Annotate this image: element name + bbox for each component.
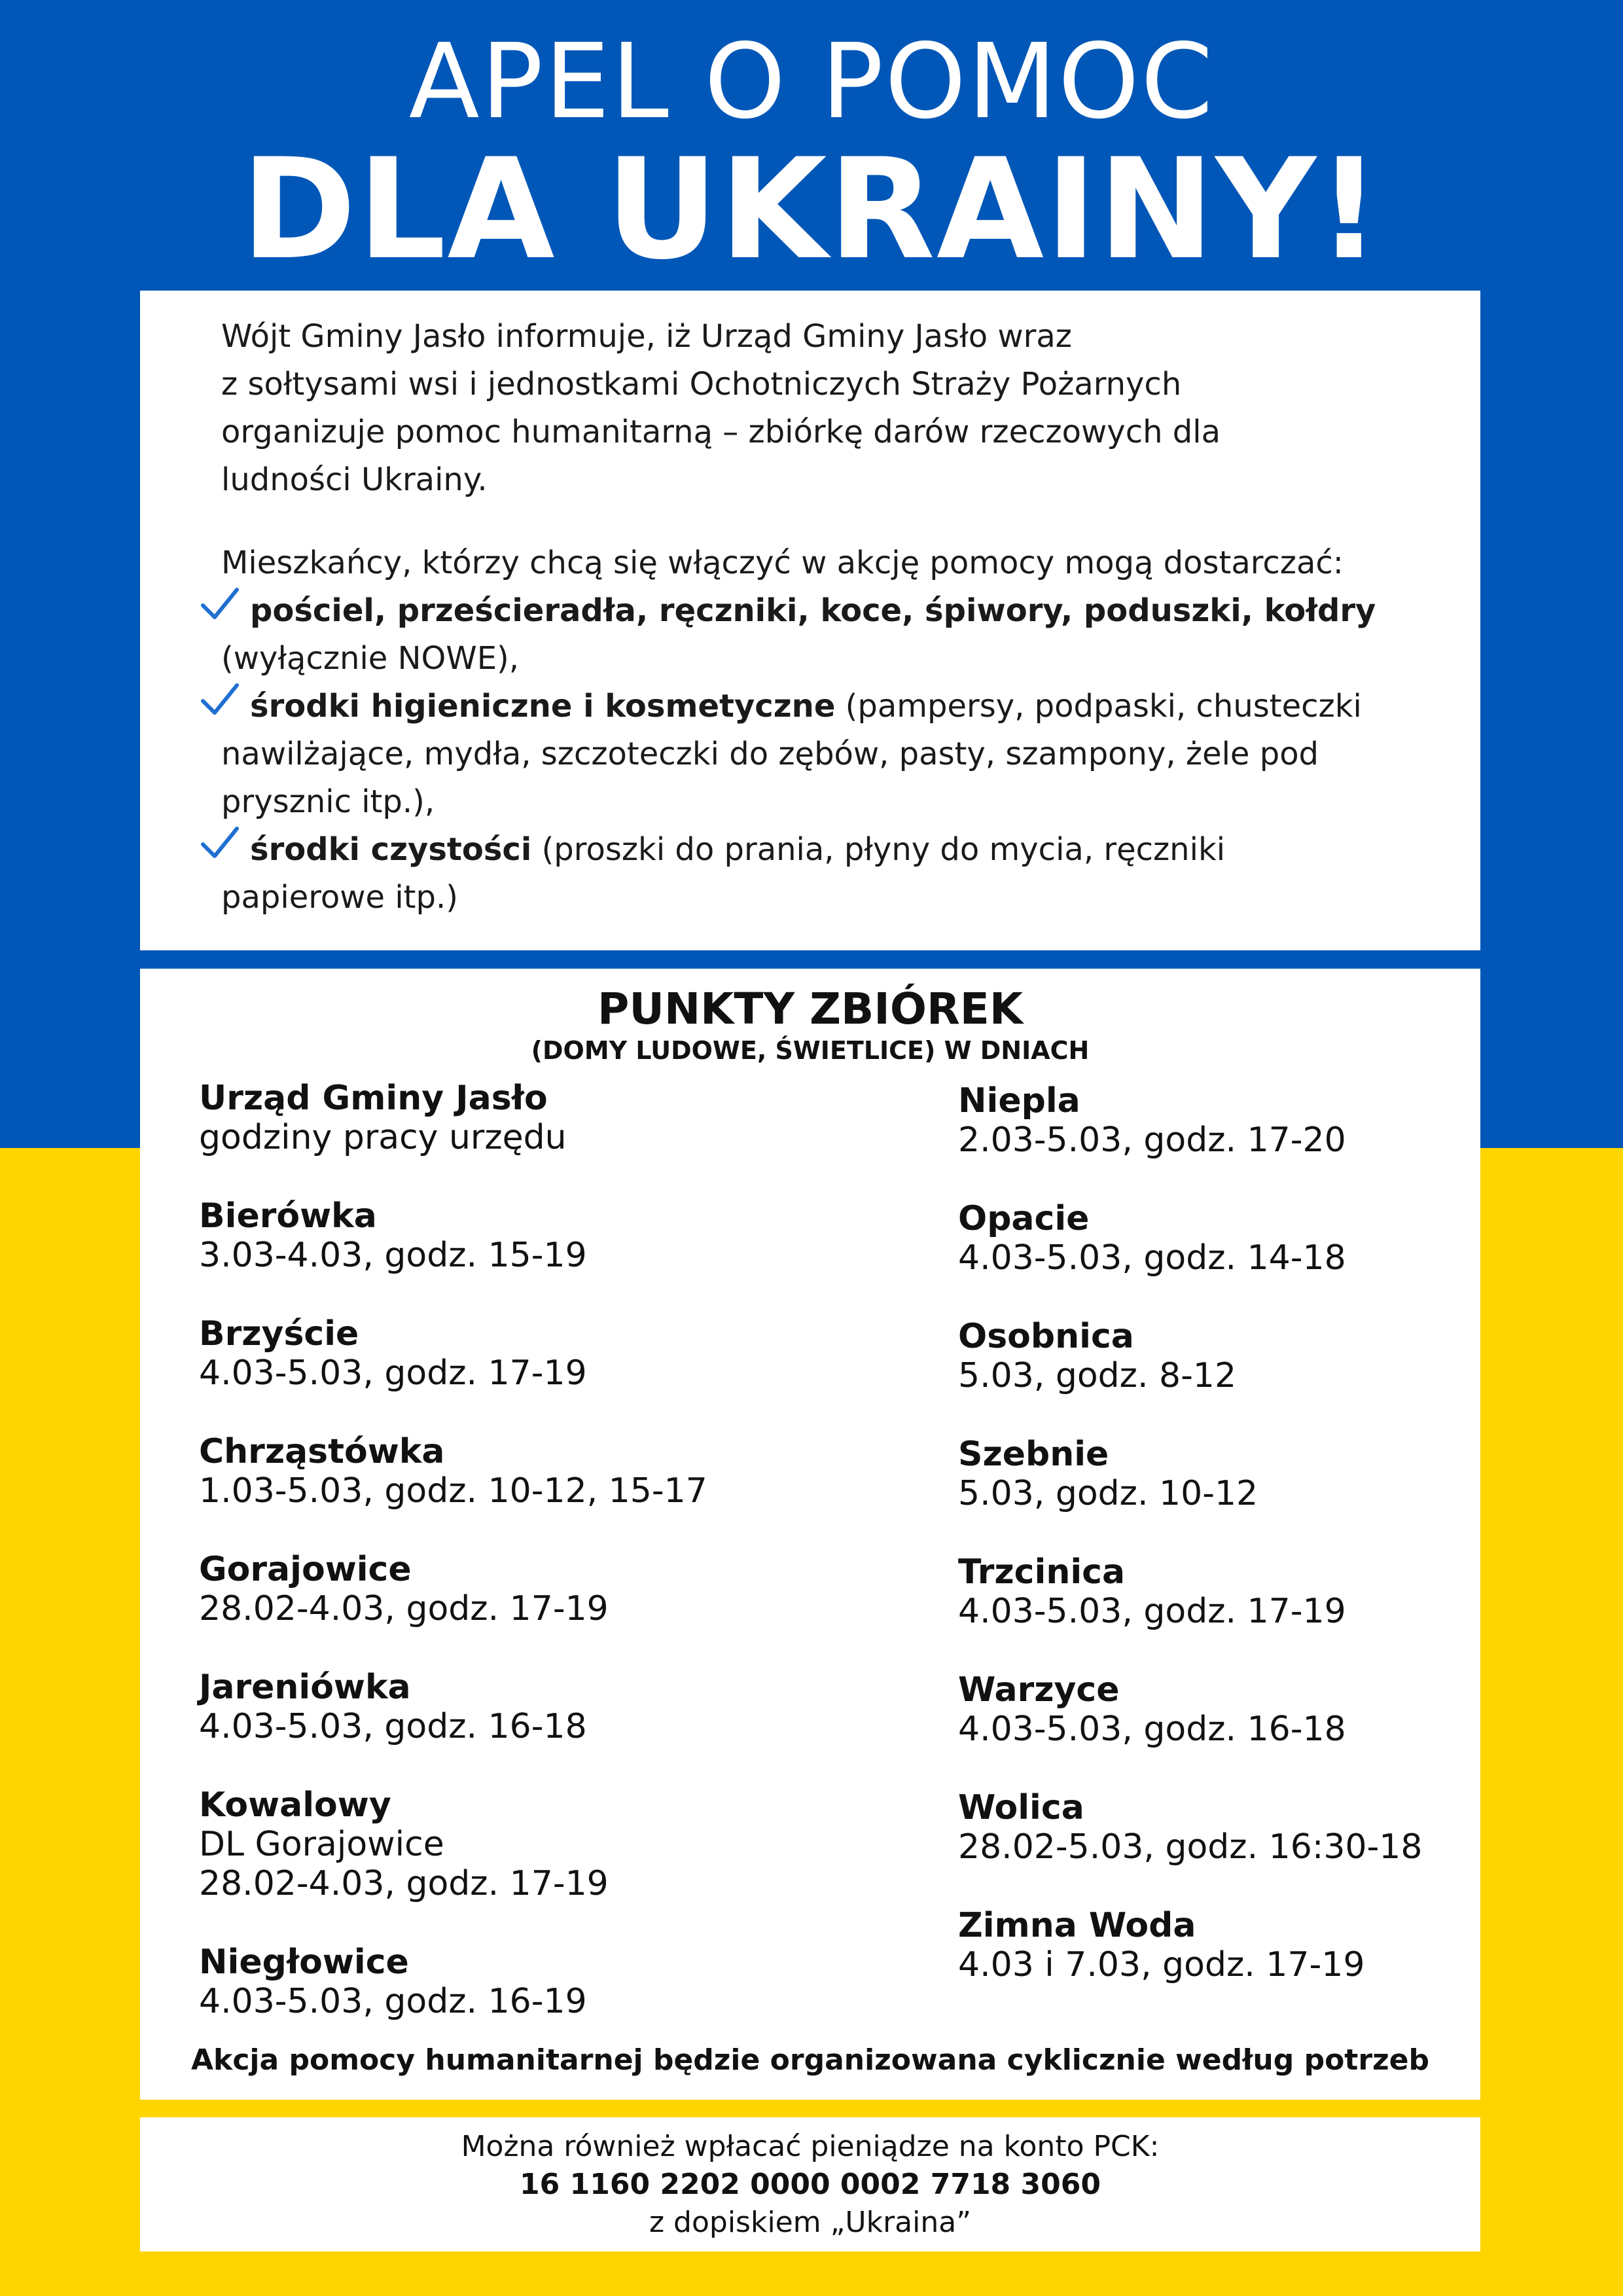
location-name: Wolica bbox=[958, 1788, 1084, 1827]
location-detail: 5.03, godz. 8-12 bbox=[958, 1356, 1237, 1395]
intro-line: ludności Ukrainy. bbox=[221, 461, 488, 498]
donation-item-bold: pościel, prześcieradła, ręczniki, koce, śpiwory, poduszki, kołdry bbox=[250, 592, 1376, 629]
location-detail: 28.02-5.03, godz. 16:30-18 bbox=[958, 1827, 1423, 1867]
intro-card bbox=[140, 291, 1480, 950]
location-item bbox=[958, 1081, 1547, 1199]
location-item bbox=[958, 1435, 1547, 1552]
location-detail: 2.03-5.03, godz. 17-20 bbox=[958, 1121, 1346, 1160]
location-name: Chrząstówka bbox=[199, 1432, 445, 1471]
location-detail: godziny pracy urzędu bbox=[199, 1118, 567, 1157]
title-line-2: DLA UKRAINY! bbox=[241, 128, 1382, 290]
donation-item-rest: prysznic itp.), bbox=[221, 783, 435, 820]
donation-item-rest: (proszki do prania, płyny do mycia, ręczniki bbox=[541, 831, 1226, 868]
collection-subtitle: (DOMY LUDOWE, ŚWIETLICE) W DNIACH bbox=[531, 1036, 1090, 1065]
location-name: Warzyce bbox=[958, 1670, 1120, 1710]
intro-line: Wójt Gminy Jasło informuje, iż Urząd Gminy Jasło wraz bbox=[221, 318, 1072, 355]
title-line-1: APEL O POMOC bbox=[408, 22, 1215, 142]
cyclic-action-note: Akcja pomocy humanitarnej będzie organizowana cyklicznie według potrzeb bbox=[191, 2043, 1429, 2077]
donation-item-rest: papierowe itp.) bbox=[221, 879, 458, 916]
location-item bbox=[199, 1785, 788, 1943]
location-detail: DL Gorajowice bbox=[199, 1825, 444, 1864]
location-name: Niegłowice bbox=[199, 1943, 409, 1982]
donation-item-rest: nawilżające, mydła, szczoteczki do zębów, pasty, szampony, żele pod bbox=[221, 736, 1319, 772]
location-item bbox=[199, 1432, 788, 1550]
donation-item bbox=[221, 683, 1452, 826]
location-detail: 4.03-5.03, godz. 16-19 bbox=[199, 1982, 587, 2021]
checkmark-icon bbox=[200, 586, 240, 625]
bank-info bbox=[140, 2128, 1480, 2242]
location-detail: 4.03-5.03, godz. 16-18 bbox=[199, 1707, 587, 1746]
donation-lead: Mieszkańcy, którzy chcą się włączyć w akcję pomocy mogą dostarczać: bbox=[221, 545, 1344, 581]
location-detail: 4.03-5.03, godz. 17-19 bbox=[199, 1354, 587, 1393]
location-name: Opacie bbox=[958, 1199, 1090, 1238]
location-item bbox=[199, 1196, 788, 1314]
intro-line: organizuje pomoc humanitarną – zbiórkę darów rzeczowych dla bbox=[221, 414, 1221, 450]
donation-item-bold: środki czystości bbox=[250, 831, 532, 868]
intro-line: z sołtysami wsi i jednostkami Ochotniczych Straży Pożarnych bbox=[221, 366, 1182, 403]
location-item bbox=[199, 1314, 788, 1432]
checkmark-icon bbox=[200, 681, 240, 721]
collection-card bbox=[140, 969, 1480, 2100]
collection-column-left bbox=[199, 1079, 788, 2060]
location-name: Osobnica bbox=[958, 1317, 1134, 1356]
location-detail: 28.02-4.03, godz. 17-19 bbox=[199, 1589, 609, 1628]
location-name: Gorajowice bbox=[199, 1550, 412, 1589]
location-item bbox=[958, 1906, 1547, 2024]
location-detail: 3.03-4.03, godz. 15-19 bbox=[199, 1236, 587, 1275]
location-item bbox=[199, 1550, 788, 1668]
location-name: Szebnie bbox=[958, 1435, 1109, 1474]
location-name: Bierówka bbox=[199, 1196, 377, 1236]
collection-column-right bbox=[958, 1081, 1547, 2024]
location-detail: 4.03 i 7.03, godz. 17-19 bbox=[958, 1945, 1365, 1984]
location-name: Urząd Gminy Jasło bbox=[199, 1079, 548, 1118]
intro-paragraph bbox=[221, 313, 1452, 504]
location-detail: 4.03-5.03, godz. 16-18 bbox=[958, 1710, 1346, 1749]
bank-card bbox=[140, 2117, 1480, 2251]
location-item bbox=[958, 1552, 1547, 1670]
location-item bbox=[958, 1317, 1547, 1435]
donation-item-bold: środki higieniczne i kosmetyczne bbox=[250, 688, 836, 725]
collection-title: PUNKTY ZBIÓREK bbox=[597, 984, 1023, 1034]
location-item bbox=[958, 1199, 1547, 1317]
location-detail: 1.03-5.03, godz. 10-12, 15-17 bbox=[199, 1471, 707, 1511]
checkmark-icon bbox=[200, 825, 240, 864]
location-detail: 4.03-5.03, godz. 17-19 bbox=[958, 1592, 1346, 1631]
donation-item bbox=[221, 826, 1452, 922]
location-name: Trzcinica bbox=[958, 1552, 1126, 1592]
donation-list bbox=[221, 539, 1452, 922]
location-detail: 4.03-5.03, godz. 14-18 bbox=[958, 1238, 1346, 1278]
bank-line: z dopiskiem „Ukraina” bbox=[649, 2206, 972, 2239]
location-name: Brzyście bbox=[199, 1314, 359, 1354]
location-item bbox=[958, 1788, 1547, 1906]
donation-item-rest: (pampersy, podpaski, chusteczki bbox=[845, 688, 1362, 725]
location-name: Kowalowy bbox=[199, 1785, 391, 1825]
location-item bbox=[199, 1079, 788, 1196]
donation-item bbox=[221, 587, 1452, 683]
location-item bbox=[199, 1668, 788, 1785]
bank-account-number: 16 1160 2202 0000 0002 7718 3060 bbox=[520, 2168, 1101, 2201]
location-name: Zimna Woda bbox=[958, 1906, 1196, 1945]
donation-item-rest: (wyłącznie NOWE), bbox=[221, 640, 520, 677]
location-name: Jareniówka bbox=[199, 1668, 411, 1707]
bank-line: Można również wpłacać pieniądze na konto PCK: bbox=[461, 2130, 1160, 2163]
location-name: Niepla bbox=[958, 1081, 1080, 1121]
location-detail: 5.03, godz. 10-12 bbox=[958, 1474, 1258, 1513]
location-detail: 28.02-4.03, godz. 17-19 bbox=[199, 1864, 609, 1903]
location-item bbox=[958, 1670, 1547, 1788]
